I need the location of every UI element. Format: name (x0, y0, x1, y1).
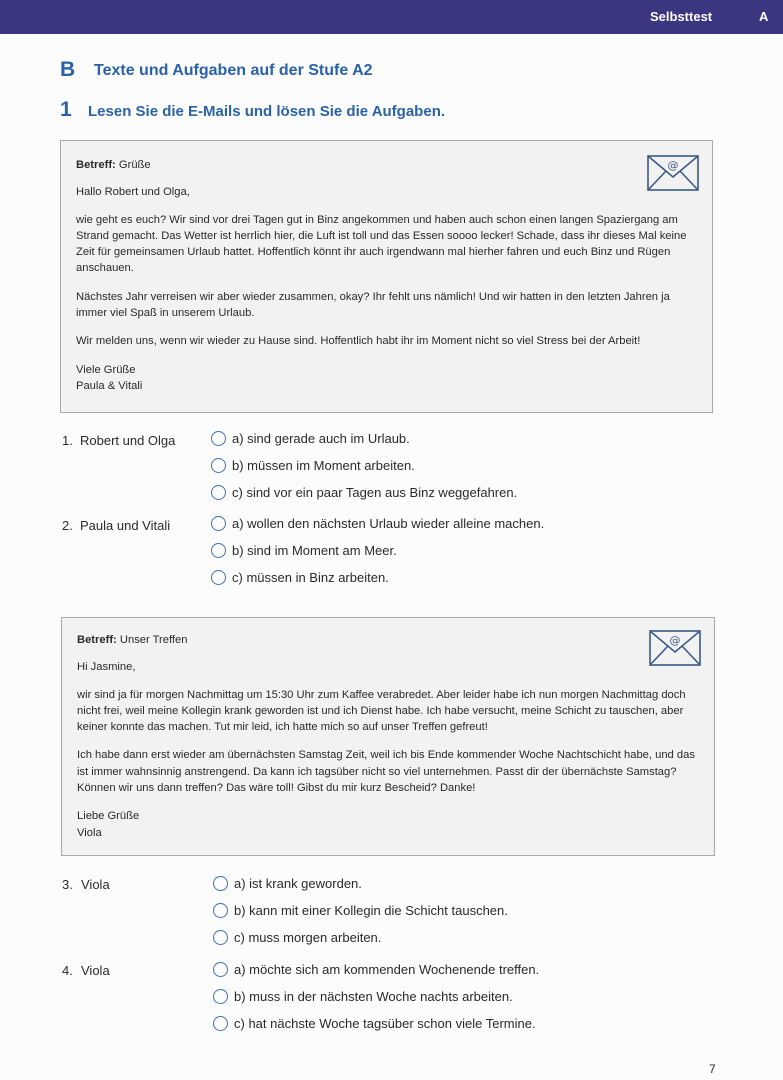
radio-circle-icon[interactable] (213, 930, 228, 945)
header-bar (0, 0, 783, 34)
radio-circle-icon[interactable] (211, 516, 226, 531)
radio-circle-icon[interactable] (211, 431, 226, 446)
question-2-number: 2. (62, 518, 73, 533)
svg-text:@: @ (669, 634, 681, 647)
email-2-signature: Viola (77, 826, 102, 839)
question-2-option-c[interactable] (211, 570, 389, 585)
page-number: 7 (709, 1062, 716, 1076)
section-letter: B (60, 58, 76, 81)
header-letter: A (759, 9, 769, 24)
radio-circle-icon[interactable] (211, 485, 226, 500)
option-label: b) muss in der nächsten Woche nachts arbeiten. (234, 989, 513, 1004)
email-2-paragraph-2: Ich habe dann erst wieder am übernächsten Samstag Zeit, weil ich bis Ende kommender Woche Nachtschicht habe, und das ist immer wahnsinnig anstrengend. Da kann ich tagsüber nicht so viel unternehmen. Passt dir der übernächste Samstag? Können wir uns dann treffen? Das wäre toll! Gibst du mir kurz Bescheid? Danke! (77, 749, 695, 795)
email-2-subject-label: Betreff: (77, 634, 117, 646)
task-title: Lesen Sie die E-Mails und lösen Sie die Aufgaben. (88, 103, 446, 120)
email-1-subject-label: Betreff: (76, 159, 116, 171)
radio-circle-icon[interactable] (211, 458, 226, 473)
question-2-option-a[interactable] (211, 516, 544, 531)
question-2-subject: Paula und Vitali (80, 518, 171, 533)
question-1-option-a[interactable] (211, 431, 410, 446)
question-3-option-c[interactable] (213, 930, 381, 945)
email-1-box (60, 140, 713, 413)
email-1-paragraph-1: wie geht es euch? Wir sind vor drei Tagen gut in Binz angekommen und haben auch schon einen langen Spaziergang am Strand gemacht. Das Wetter ist herrlich hier, die Luft ist toll und das Essen soooo lecker! Schade, dass ihr dieses Mal keine Zeit für gemeinsamen Urlaub hattet. Hoffentlich könnt ihr auch irgendwann mal hierher fahren und euch Binz und Rügen anschauen. (76, 213, 687, 275)
question-2-option-b[interactable] (211, 543, 397, 558)
question-1-option-b[interactable] (211, 458, 415, 473)
task-number: 1 (60, 98, 72, 121)
email-1-greeting: Hallo Robert und Olga, (76, 186, 190, 199)
radio-circle-icon[interactable] (213, 876, 228, 891)
email-1-closing: Viele Grüße (76, 363, 136, 376)
option-label: c) muss morgen arbeiten. (234, 930, 382, 945)
email-2-closing: Liebe Grüße (77, 810, 140, 823)
email-2-greeting: Hi Jasmine, (77, 661, 136, 674)
option-label: c) sind vor ein paar Tagen aus Binz weggefahren. (232, 485, 518, 500)
email-1-signature: Paula & Vitali (76, 379, 143, 392)
radio-circle-icon[interactable] (213, 962, 228, 977)
question-3-option-a[interactable] (213, 876, 362, 891)
question-4-option-a[interactable] (213, 962, 539, 977)
question-3-number: 3. (62, 877, 73, 892)
email-1-subject-line (76, 157, 696, 173)
question-3-subject: Viola (81, 877, 110, 892)
question-4-option-b[interactable] (213, 989, 513, 1004)
radio-circle-icon[interactable] (213, 903, 228, 918)
option-label: a) sind gerade auch im Urlaub. (232, 431, 410, 446)
option-label: b) müssen im Moment arbeiten. (232, 458, 415, 473)
email-2-subject: Unser Treffen (119, 634, 188, 646)
question-3-option-b[interactable] (213, 903, 508, 918)
email-2-subject-line (77, 632, 699, 648)
svg-text:@: @ (667, 159, 679, 172)
email-1-paragraph-3: Wir melden uns, wenn wir wieder zu Hause sind. Hoffentlich habt ihr im Moment nicht so viel Stress bei der Arbeit! (76, 335, 641, 348)
option-label: a) wollen den nächsten Urlaub wieder alleine machen. (232, 516, 545, 531)
question-4-option-c[interactable] (213, 1016, 536, 1031)
radio-circle-icon[interactable] (211, 570, 226, 585)
option-label: c) hat nächste Woche tagsüber schon viele Termine. (234, 1016, 536, 1031)
option-label: c) müssen in Binz arbeiten. (232, 570, 389, 585)
email-2-paragraph-1: wir sind ja für morgen Nachmittag um 15:30 Uhr zum Kaffee verabredet. Aber leider habe ich nun morgen Nachmittag doch nicht frei, weil meine Kollegin krank geworden ist und ich Dienst habe. Ich habe versucht, meine Schicht zu tauschen, aber keiner konnte das machen. Tut mir leid, ich hatte mich so auf unser Treffen gefreut! (77, 688, 686, 734)
question-4-subject: Viola (81, 963, 110, 978)
email-1-paragraph-2: Nächstes Jahr verreisen wir aber wieder zusammen, okay? Ihr fehlt uns nämlich! Und wir hatten in den letzten Jahren ja immer viel Spaß in unserem Urlaub. (76, 290, 670, 320)
question-1-subject: Robert und Olga (80, 433, 176, 448)
question-1-option-c[interactable] (211, 485, 517, 500)
email-1-subject: Grüße (118, 159, 151, 171)
section-title: Texte und Aufgaben auf der Stufe A2 (94, 62, 373, 79)
option-label: b) kann mit einer Kollegin die Schicht tauschen. (234, 903, 508, 918)
question-4-number: 4. (62, 963, 73, 978)
option-label: b) sind im Moment am Meer. (232, 543, 397, 558)
option-label: a) möchte sich am kommenden Wochenende treffen. (234, 962, 540, 977)
email-2-box (61, 617, 715, 856)
radio-circle-icon[interactable] (211, 543, 226, 558)
question-1-number: 1. (62, 433, 73, 448)
option-label: a) ist krank geworden. (234, 876, 362, 891)
header-label: Selbsttest (650, 9, 713, 24)
radio-circle-icon[interactable] (213, 989, 228, 1004)
radio-circle-icon[interactable] (213, 1016, 228, 1031)
